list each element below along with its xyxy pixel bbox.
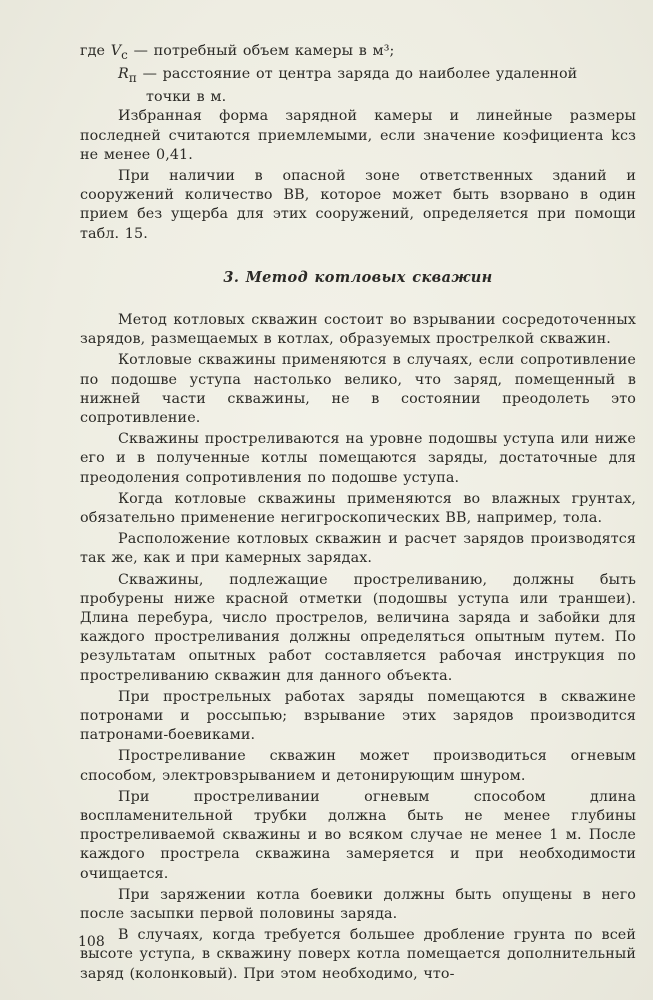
paragraph: Избранная форма зарядной камеры и линейные размеры последней считаются приемлемыми, если значение коэфициента kсз не менее 0,41. xyxy=(80,108,636,163)
definition-continuation: точки в м. xyxy=(146,89,227,106)
page-text xyxy=(80,42,636,986)
paragraph: Скважины простреливаются на уровне подошвы уступа или ниже его и в полученные котлы помещаются заряды, достаточные для преодоления сопротивления по подошве уступа. xyxy=(80,431,636,486)
paragraph: При заряжении котла боевики должны быть опущены в него после засыпки первой половины заряда. xyxy=(80,886,636,923)
paragraph: Расположение котловых скважин и расчет зарядов производятся так же, как и при камерных зарядах. xyxy=(80,531,636,567)
paragraph: Метод котловых скважин состоит во взрывании сосредоточенных зарядов, размещаемых в котлах, образуемых прострелкой скважин. xyxy=(80,311,636,348)
paragraph: При простреливании огневым способом длина воспламенительной трубки должна быть не менее глубины простреливаемой скважины и во всяком случае не менее 1 м. После каждого прострела скважина замеряется и при необходимости очищается. xyxy=(80,788,636,882)
paragraph: Когда котловые скважины применяются во влажных грунтах, обязательно применение негигроскопических ВВ, например, тола. xyxy=(80,490,636,526)
definition-v: где $V_c$ — потребный объем камеры в м³; xyxy=(80,43,395,62)
paragraph: Простреливание скважин может производиться огневым способом, электровзрыванием и детонирующим шнуром. xyxy=(80,748,636,784)
page-number: 108 xyxy=(78,934,105,950)
symbol: R xyxy=(118,66,129,83)
paragraph: Котловые скважины применяются в случаях, если сопротивление по подошве уступа настолько велико, что заряд, помещенный в нижней части скважины, не в состоянии преодолеть это сопротивление. xyxy=(80,352,636,426)
section-heading: 3. Метод котловых скважин xyxy=(223,268,493,286)
symbol: V xyxy=(110,43,122,59)
paragraph: При прострельных работах заряды помещаются в скважине потронами и россыпью; взрывание этих зарядов производится патронами-боевиками. xyxy=(80,688,636,744)
paragraph: В случаях, когда требуется большее дробление грунта по всей высоте уступа, в скважину поверх котла помещается дополнительный заряд (колонковый). При этом необходимо, что- xyxy=(80,927,636,982)
definition-r: $R_п$ — расстояние от центра заряда до наиболее удаленной xyxy=(118,66,578,85)
symbol-definitions xyxy=(80,42,636,107)
paragraph: При наличии в опасной зоне ответственных зданий и сооружений количество ВВ, которое может быть взорвано в один прием без ущерба для этих сооружений, определяется при помощи табл. 15. xyxy=(80,167,636,242)
paragraph: Скважины, подлежащие простреливанию, должны быть пробурены ниже красной отметки (подошвы уступа или траншеи). Длина перебура, число прострелов, величина заряда и забойки для каждого простреливания должны определяться опытным путем. По результатам опытных работ составляется рабочая инструкция по простреливанию скважин для данного объекта. xyxy=(80,571,636,684)
